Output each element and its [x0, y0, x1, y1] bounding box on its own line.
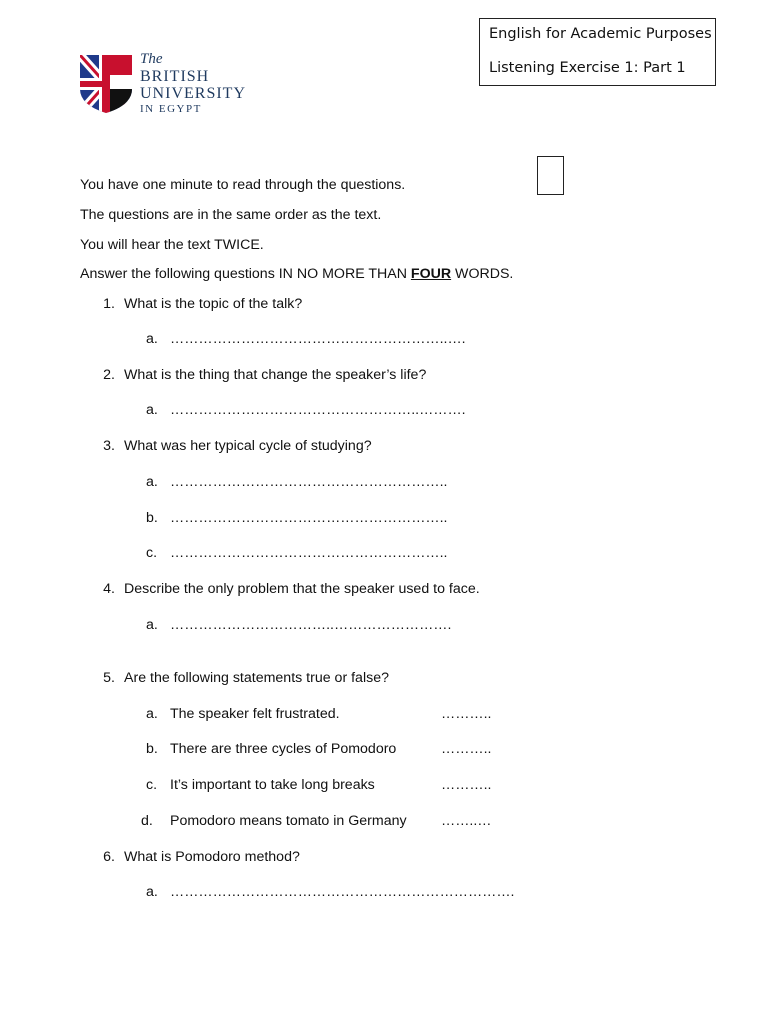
- statement-label: a.: [146, 706, 158, 722]
- true-false-blank[interactable]: ………..: [441, 706, 492, 722]
- question-number: 1.: [103, 296, 115, 312]
- course-title: English for Academic Purposes: [489, 26, 712, 42]
- statement-label: c.: [146, 777, 158, 793]
- answer-blank[interactable]: …………………………………………………..: [170, 545, 448, 561]
- statement-label: d.: [141, 813, 153, 829]
- statement-text: The speaker felt frustrated.: [170, 706, 340, 722]
- statement-text: Pomodoro means tomato in Germany: [170, 813, 407, 829]
- question-text: Are the following statements true or false?: [124, 670, 389, 686]
- question-number: 3.: [103, 438, 115, 454]
- answer-blank[interactable]: ……………………………..…………………….: [170, 617, 452, 633]
- answer-label: a.: [146, 402, 158, 418]
- answer-label: c.: [146, 545, 158, 561]
- instruction-line-4-pre: Answer the following questions IN NO MORE THAN: [80, 266, 411, 282]
- answer-label: a.: [146, 474, 158, 490]
- question-text: Describe the only problem that the speaker used to face.: [124, 581, 480, 597]
- answer-blank[interactable]: …………………………………………………..: [170, 510, 448, 526]
- instruction-word-limit: FOUR: [410, 266, 452, 282]
- course-info-box: [479, 18, 716, 86]
- question-text: What was her typical cycle of studying?: [124, 438, 372, 454]
- answer-blank[interactable]: ……………………………………………..……….: [170, 402, 466, 418]
- logo-in-egypt: IN EGYPT: [140, 103, 202, 115]
- true-false-blank[interactable]: ……..…: [441, 813, 492, 829]
- answer-blank[interactable]: …………………………………………………..: [170, 474, 448, 490]
- true-false-blank[interactable]: ………..: [441, 777, 492, 793]
- instruction-line-2: The questions are in the same order as the text.: [80, 207, 382, 223]
- question-number: 2.: [103, 367, 115, 383]
- logo-wordmark: [140, 52, 246, 115]
- answer-blank[interactable]: ……………………………………………………………….: [170, 884, 515, 900]
- exercise-title: Listening Exercise 1: Part 1: [489, 60, 686, 76]
- answer-label: a.: [146, 617, 158, 633]
- question-text: What is the thing that change the speaker’s life?: [124, 367, 427, 383]
- flag-emblem-icon: [80, 55, 132, 113]
- instruction-line-4-post: WORDS.: [451, 266, 514, 282]
- instruction-line-3: You will hear the text TWICE.: [80, 237, 264, 253]
- instruction-line-1: You have one minute to read through the questions.: [80, 177, 406, 193]
- true-false-blank[interactable]: ………..: [441, 741, 492, 757]
- answer-label: a.: [146, 884, 158, 900]
- answer-label: b.: [146, 510, 158, 526]
- question-text: What is the topic of the talk?: [124, 296, 303, 312]
- university-logo: [80, 52, 260, 116]
- question-text: What is Pomodoro method?: [124, 849, 300, 865]
- question-number: 4.: [103, 581, 115, 597]
- statement-text: It’s important to take long breaks: [170, 777, 375, 793]
- question-number: 5.: [103, 670, 115, 686]
- logo-british: BRITISH: [140, 68, 210, 85]
- answer-label: a.: [146, 331, 158, 347]
- logo-university: UNIVERSITY: [140, 85, 246, 102]
- statement-label: b.: [146, 741, 158, 757]
- question-number: 6.: [103, 849, 115, 865]
- logo-the: The: [140, 51, 163, 67]
- instruction-line-4: [80, 266, 513, 282]
- score-box[interactable]: [537, 156, 564, 195]
- answer-blank[interactable]: …………………………………………………..….: [170, 331, 466, 347]
- statement-text: There are three cycles of Pomodoro: [170, 741, 397, 757]
